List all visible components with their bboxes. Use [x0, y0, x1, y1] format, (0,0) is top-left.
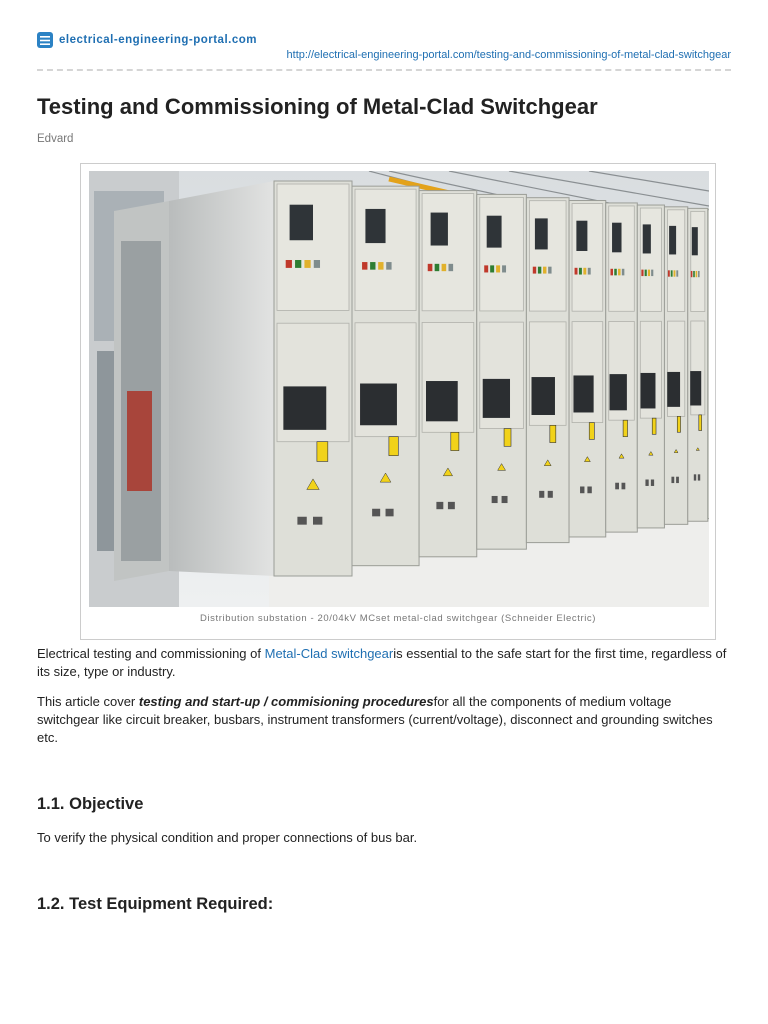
page-url-link[interactable]: http://electrical-engineering-portal.com/testing-and-commissioning-of-metal-clad-switchgear	[286, 49, 731, 61]
article-author: Edvard	[37, 133, 74, 145]
intro-text-after: is essential to the safe start for the first time, regardless of its size, type or industry.	[37, 646, 727, 679]
site-name[interactable]: electrical-engineering-portal.com	[59, 34, 257, 46]
article-figure	[80, 163, 716, 640]
switchgear-photo	[89, 171, 709, 607]
intro-paragraph	[37, 645, 737, 681]
article-title: Testing and Commissioning of Metal-Clad Switchgear	[37, 94, 598, 119]
site-logo-icon	[37, 32, 53, 48]
scope-text-after: for all the components of medium voltage switchgear like circuit breaker, busbars, instrument transformers (current/voltage), disconnect and grounding switches etc.	[37, 694, 713, 745]
intro-text-before: Electrical testing and commissioning of	[37, 646, 265, 661]
scope-emphasis: testing and start-up / commisioning procedures	[138, 694, 434, 709]
section-heading-test-equipment: 1.2. Test Equipment Required:	[37, 895, 274, 913]
scope-text-before: This article cover	[37, 694, 139, 709]
objective-paragraph: To verify the physical condition and proper connections of bus bar.	[37, 830, 418, 845]
header-divider	[37, 69, 731, 71]
scope-paragraph	[37, 693, 737, 747]
section-heading-objective: 1.1. Objective	[37, 795, 144, 813]
figure-caption: Distribution substation - 20/04kV MCset metal-clad switchgear (Schneider Electric)	[199, 613, 597, 624]
metal-clad-switchgear-link[interactable]: Metal-Clad switchgear	[264, 646, 394, 661]
site-header	[37, 32, 731, 61]
site-logo-row[interactable]	[37, 32, 731, 48]
